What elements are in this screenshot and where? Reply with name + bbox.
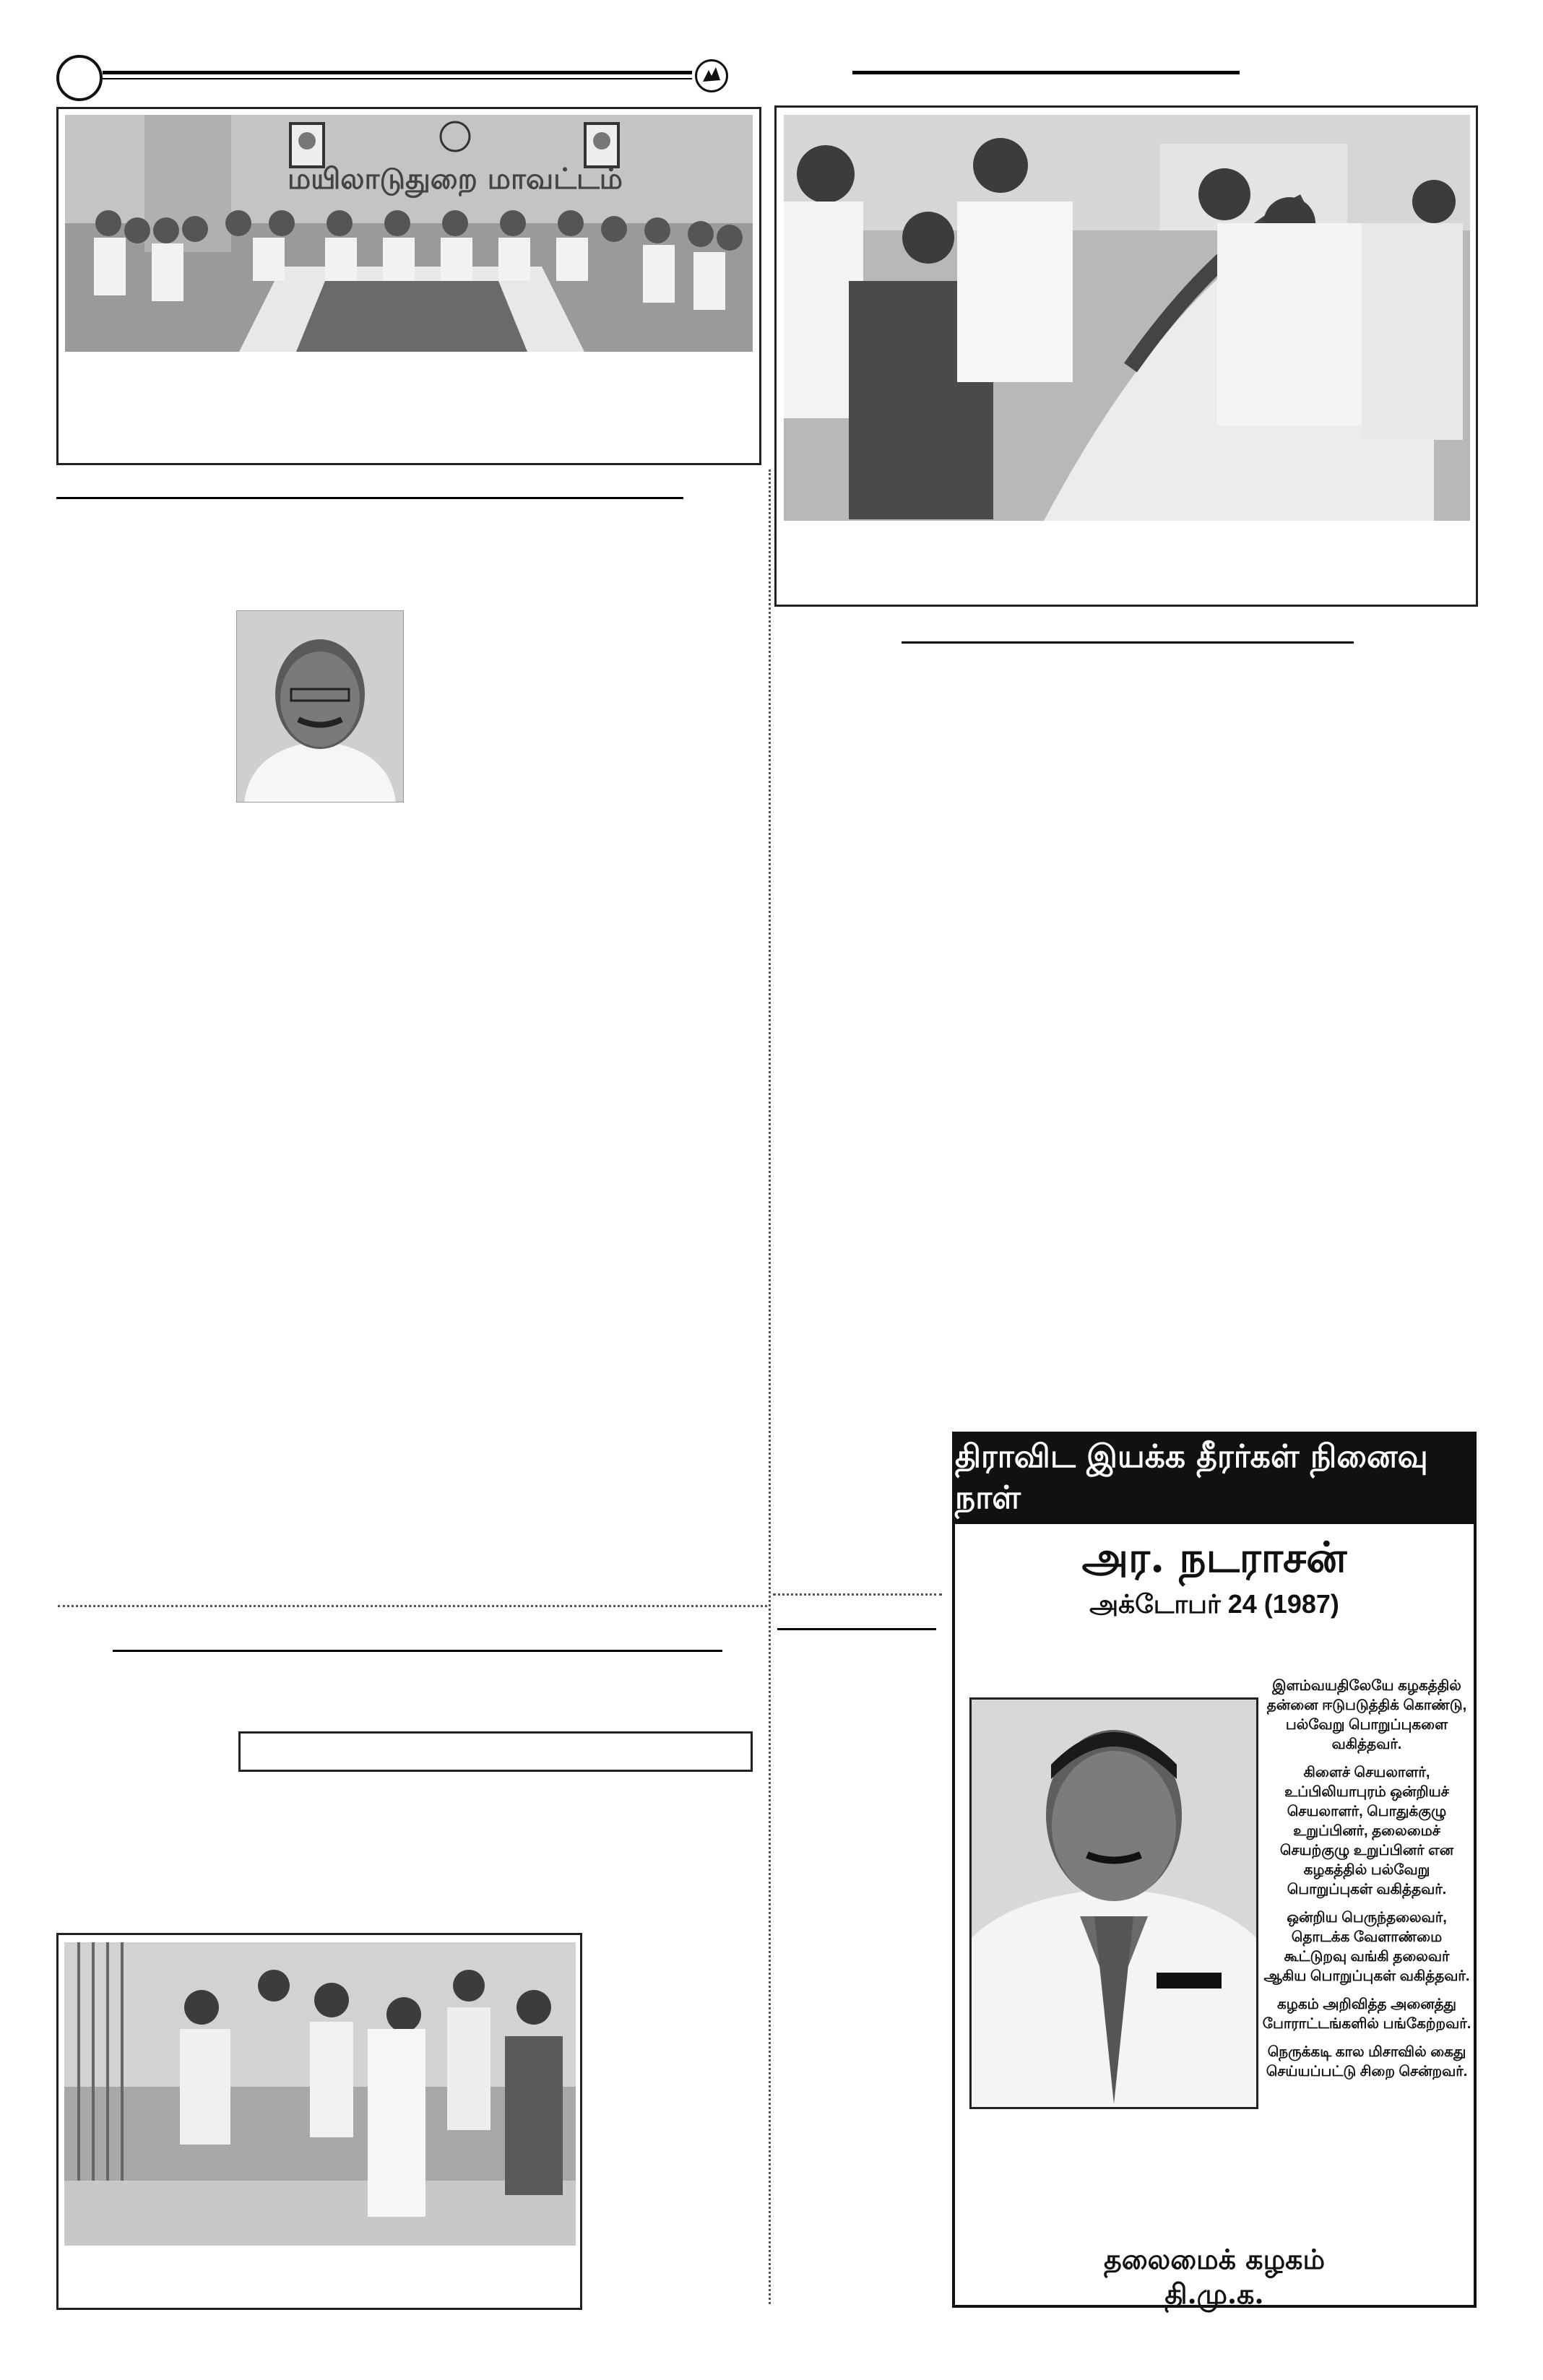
right-lower-rule [777,1628,936,1630]
right-lower-separator [773,1593,942,1596]
header-rule [103,71,692,74]
party-emblem-icon [695,59,728,92]
page-number-circle [56,55,103,101]
tribute-footer-line1: தலைமைக் கழகம் [1103,2243,1326,2275]
tribute-paragraph: கிளைச் செயலாளர், உப்பிலியாபுரம் ஒன்றியச் செயலாளர், பொதுக்குழு உறுப்பினர், தலைமைச் செயற்குழு உறுப்பினர் என கழகத்தில் பல்வேறு பொறுப்புகள் வகித்தவர். [1279,1765,1454,1897]
tribute-paragraph: நெருக்கடி கால மிசாவில் கைது செய்யப்பட்டு சிறை சென்றவர். [1266,2044,1468,2080]
memorial-photo [784,115,1470,521]
inspection-photo [64,1942,576,2246]
tribute-footer-line2: தி.மு.க. [1164,2277,1264,2310]
banner-text: மயிலாடுதுறை மாவட்டம் [288,163,623,196]
portrait-photo [236,610,404,802]
left-article-rule [56,497,683,499]
tribute-paragraph: இளம்வயதிலேயே கழகத்தில் தன்னை ஈடுபடுத்திக் கொண்டு, பல்வேறு பொறுப்புகளை வகித்தவர். [1266,1678,1467,1752]
right-header-rule [852,71,1240,74]
inspection-photo-frame [56,1933,582,2310]
tribute-header: திராவிட இயக்க தீரர்கள் நினைவு நாள் [955,1435,1474,1524]
memorial-photo-frame [774,105,1478,607]
right-article-rule [902,641,1354,644]
tribute-paragraph: கழகம் அறிவித்த அனைத்து போராட்டங்களில் பங்கேற்றவர். [1262,1996,1471,2032]
column-separator [769,469,771,2304]
subhead-box [238,1731,753,1772]
meeting-photo [65,115,753,352]
meeting-photo-frame [56,107,761,465]
tribute-portrait-photo [969,1697,1258,2109]
left-lower-rule [113,1650,722,1652]
tribute-footer [955,2242,1474,2311]
tribute-description [1261,1676,1472,2090]
tribute-name: அர. நடராசன் [1081,1533,1347,1582]
header-rule-thin [103,78,692,79]
tribute-paragraph: ஒன்றிய பெருந்தலைவர், தொடக்க வேளாண்மை கூட்டுறவு வங்கி தலைவர் ஆகிய பொறுப்புகள் வகித்தவர். [1263,1910,1470,1984]
tribute-date: அக்டோபர் 24 (1987) [1089,1589,1339,1619]
left-lower-separator [58,1605,767,1607]
tribute-notice [952,1432,1477,2308]
